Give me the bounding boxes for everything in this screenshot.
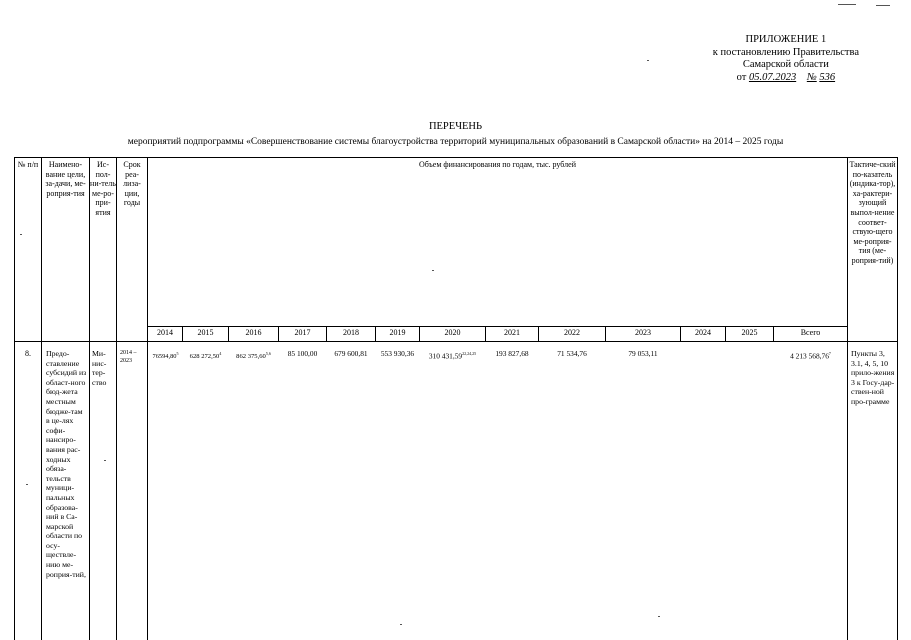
scan-speck bbox=[432, 270, 434, 271]
year-header: 2025 bbox=[741, 328, 758, 337]
value-2017: 85 100,00 bbox=[287, 349, 318, 358]
col-header-indicator: Тактиче-ский по-казатель (индика-тор), ха-рактери-зующий выпол-нение соответ-ствую-щего ме-роприя-тия (ме-роприя-тий) bbox=[849, 160, 896, 265]
row-activity-name: Предо-ставление субсидий из област-ного бюд-жета местным бюдже-там в це-лях софи-нансиро-вания рас-ходных обяза-тельств муници-пальных образова-ний в Са-марской области по осу-ществле-нию ме-роприя-тий, bbox=[46, 349, 87, 579]
row-term: 2014 – 2023 bbox=[120, 350, 137, 364]
scan-speck bbox=[658, 616, 660, 617]
year-header: 2019 bbox=[389, 328, 406, 337]
decree-number: 536 bbox=[819, 71, 836, 83]
year-header: 2017 bbox=[294, 328, 311, 337]
year-header: 2015 bbox=[197, 328, 214, 337]
row-indicator: Пункты 3, 3.1, 4, 5, 10 прило-жения 3 к Госу-дар-ствен-ной про-грамме bbox=[851, 349, 895, 406]
col-border bbox=[41, 157, 42, 640]
decree-date: 05.07.2023 bbox=[748, 71, 797, 83]
document-title: ПЕРЕЧЕНЬ bbox=[428, 121, 483, 132]
col-header-funding: Объем финансирования по годам, тыс. рублей bbox=[419, 160, 576, 169]
year-header: 2022 bbox=[564, 328, 580, 337]
value-2020: 310 431,59$^{22,24,25}$ bbox=[428, 351, 477, 361]
value-2021: 193 827,68 bbox=[495, 349, 529, 358]
region-label: Самарской области bbox=[742, 59, 829, 70]
scan-speck bbox=[876, 5, 890, 6]
year-header: Всего bbox=[800, 328, 821, 337]
value-2023: 79 053,11 bbox=[628, 349, 658, 358]
year-header: 2023 bbox=[635, 328, 651, 337]
scan-speck bbox=[400, 624, 402, 625]
col-border bbox=[147, 157, 148, 640]
value-2016: 862 375,60$^{5,6}$ bbox=[236, 351, 271, 361]
col-border bbox=[14, 157, 15, 640]
scan-speck bbox=[20, 234, 22, 235]
scan-speck bbox=[26, 484, 28, 485]
scan-speck bbox=[647, 60, 649, 61]
col-header-num: № п/п bbox=[17, 160, 39, 169]
date-prefix: от bbox=[736, 71, 747, 83]
number-prefix: № bbox=[806, 71, 817, 83]
year-header: 2016 bbox=[245, 328, 262, 337]
col-border bbox=[89, 157, 90, 640]
value-total: 4 213 568,76$^7$ bbox=[790, 351, 831, 361]
year-header: 2021 bbox=[504, 328, 520, 337]
value-2015: 628 272,50$^4$ bbox=[189, 351, 222, 361]
year-header: 2024 bbox=[695, 328, 711, 337]
col-header-name: Наимено-вание цели, за-дачи, ме-роприя-тия bbox=[45, 160, 86, 198]
decree-date-line bbox=[713, 72, 859, 85]
document-subtitle: мероприятий подпрограммы «Совершенствование системы благоустройства территорий муниципальных образований в Самарской области» на 2014 – 2025 годы bbox=[127, 137, 784, 147]
value-2022: 71 534,76 bbox=[557, 349, 587, 358]
decree-label: к постановлению Правительства bbox=[712, 46, 859, 58]
year-header: 2014 bbox=[157, 328, 173, 337]
value-2014: 76594,80$^5$ bbox=[152, 351, 179, 361]
value-2018: 679 600,81 bbox=[334, 349, 368, 358]
value-2019: 553 930,36 bbox=[380, 349, 415, 358]
scan-speck bbox=[104, 460, 106, 461]
row-num: 8. bbox=[25, 349, 31, 358]
col-header-executor: Ис-пол-ни-тель ме-ро-при-ятия bbox=[90, 160, 116, 217]
year-header: 2018 bbox=[343, 328, 359, 337]
col-border bbox=[897, 157, 898, 640]
years-row-top-border bbox=[147, 326, 847, 327]
row-executor: Ми-нис-тер-ство bbox=[92, 349, 107, 387]
year-header: 2020 bbox=[444, 328, 461, 337]
scan-speck bbox=[838, 4, 856, 5]
appendix-label: ПРИЛОЖЕНИЕ 1 bbox=[745, 34, 827, 45]
col-header-term: Срок реа-лиза-ции, годы bbox=[123, 160, 141, 208]
col-border bbox=[116, 157, 117, 640]
appendix-header bbox=[713, 34, 859, 84]
